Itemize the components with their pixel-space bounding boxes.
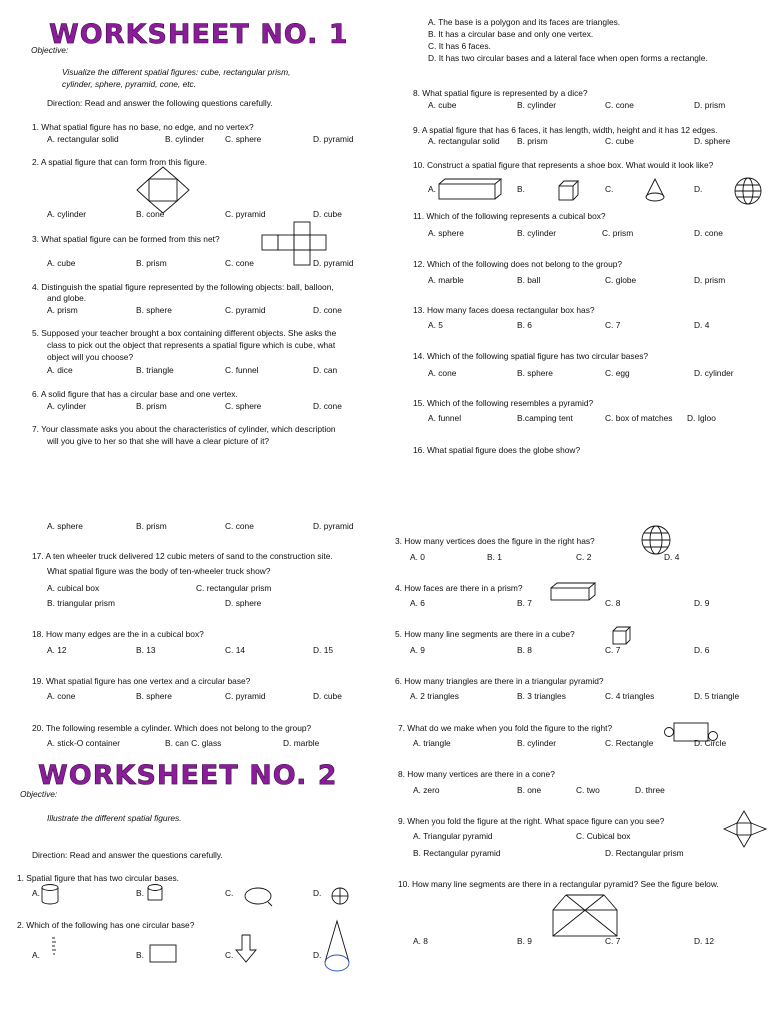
ws2-q7-option-a[interactable]: A. triangle	[413, 738, 451, 748]
q6-option-a[interactable]: A. cylinder	[47, 401, 87, 411]
ws2-q2-option-b[interactable]: B.	[136, 950, 144, 960]
cone-icon	[322, 920, 352, 974]
q11-option-a[interactable]: A. sphere	[428, 228, 464, 238]
ws2-question-4: 4. How faces are there in a prism?	[395, 583, 523, 593]
ws2-question-7: 7. What do we make when you fold the figure to the right?	[398, 723, 613, 733]
ws2-q7-option-c[interactable]: C. Rectangle	[605, 738, 654, 748]
q6-option-d[interactable]: D. cone	[313, 401, 342, 411]
q9-option-a[interactable]: A. rectangular solid	[428, 136, 500, 146]
rectangular-pyramid-icon	[552, 894, 622, 938]
ws2-question-5: 5. How many line segments are there in a cube?	[395, 629, 575, 639]
q15-option-b[interactable]: B.camping tent	[517, 413, 573, 423]
q5-option-c[interactable]: C. funnel	[225, 365, 259, 375]
q4-option-d[interactable]: D. cone	[313, 305, 342, 315]
q14-option-c[interactable]: C. egg	[605, 368, 630, 378]
ws2-q9-option-c[interactable]: C. Cubical box	[576, 831, 631, 841]
objective-text-line2: cylinder, sphere, pyramid, cone, etc.	[62, 79, 197, 89]
question-17-line1: 17. A ten wheeler truck delivered 12 cubic meters of sand to the construction site.	[32, 551, 333, 561]
worksheet-2-title: WORKSHEET NO. 2	[38, 760, 338, 791]
q15-option-c[interactable]: C. box of matches	[605, 413, 673, 423]
q20-option-a[interactable]: A. stick-O container	[47, 738, 121, 748]
q18-option-d[interactable]: D. 15	[313, 645, 334, 655]
q17-option-d[interactable]: D. sphere	[225, 598, 262, 608]
ws2-q1-option-c[interactable]: C.	[225, 888, 234, 898]
q8-option-a[interactable]: A. cube	[428, 100, 457, 110]
q2-option-d[interactable]: D. cube	[313, 209, 342, 219]
q3-option-c[interactable]: C. cone	[225, 258, 254, 268]
ws2-q1-option-b[interactable]: B.	[136, 888, 144, 898]
ws2-q2-option-c[interactable]: C.	[225, 950, 234, 960]
question-15: 15. Which of the following resembles a pyramid?	[413, 398, 594, 408]
q18-option-b[interactable]: B. 13	[136, 645, 156, 655]
ws2-q1-option-d[interactable]: D.	[313, 888, 322, 898]
ws2-question-2: 2. Which of the following has one circular base?	[17, 920, 195, 930]
q18-option-c[interactable]: C. 14	[225, 645, 246, 655]
ws2-q9-option-a[interactable]: A. Triangular pyramid	[413, 831, 493, 841]
q12-option-b[interactable]: B. ball	[517, 275, 541, 285]
q7-option-c[interactable]: C. It has 6 faces.	[428, 41, 491, 51]
ws2-q4-option-c[interactable]: C. 8	[605, 598, 621, 608]
cone-icon	[644, 178, 666, 204]
q12-option-c[interactable]: C. globe	[605, 275, 637, 285]
ws2-q6-option-d[interactable]: D. 5 triangle	[694, 691, 740, 701]
ws2-q3-option-b[interactable]: B. 1	[487, 552, 502, 562]
objective-label: Objective:	[31, 45, 69, 55]
q12-option-d[interactable]: D. prism	[694, 275, 726, 285]
ws2-q6-option-b[interactable]: B. 3 triangles	[517, 691, 566, 701]
q13-option-d[interactable]: D. 4	[694, 320, 710, 330]
q20-option-d[interactable]: D. marble	[283, 738, 320, 748]
ws2-question-10: 10. How many line segments are there in a rectangular pyramid? See the figure below.	[398, 879, 719, 889]
ws2-q9-option-b[interactable]: B. Rectangular pyramid	[413, 848, 501, 858]
ws2-question-6: 6. How many triangles are there in a triangular pyramid?	[395, 676, 604, 686]
q3-option-b[interactable]: B. prism	[136, 258, 167, 268]
q19-option-a[interactable]: A. cone	[47, 691, 76, 701]
q9-option-d[interactable]: D. sphere	[694, 136, 731, 146]
q13-option-a[interactable]: A. 5	[428, 320, 443, 330]
q17-option-a[interactable]: A. cubical box	[47, 583, 100, 593]
q5-option-d[interactable]: D. can	[313, 365, 338, 375]
q10-option-b[interactable]: B.	[517, 184, 525, 194]
ws2-q6-option-c[interactable]: C. 4 triangles	[605, 691, 655, 701]
q9-option-b[interactable]: B. prism	[517, 136, 548, 146]
question-4-line1: 4. Distinguish the spatial figure represented by the following objects: ball, balloon,	[32, 282, 334, 292]
q7-option-a[interactable]: A. The base is a polygon and its faces are triangles.	[428, 17, 621, 27]
ws2-q7-option-d[interactable]: D. Circle	[694, 738, 727, 748]
ws2-q3-option-d[interactable]: D. 4	[664, 552, 680, 562]
worksheet-1-title: WORKSHEET NO. 1	[49, 19, 349, 50]
q8-option-b[interactable]: B. cylinder	[517, 100, 557, 110]
q10-option-a[interactable]: A.	[428, 184, 436, 194]
q19-option-c[interactable]: C. pyramid	[225, 691, 266, 701]
q14-option-d[interactable]: D. cylinder	[694, 368, 734, 378]
q7-option-d[interactable]: D. It has two circular bases and a lateral face when open forms a rectangle.	[428, 53, 708, 63]
q18-option-a[interactable]: A. 12	[47, 645, 67, 655]
ws2-q4-option-d[interactable]: D. 9	[694, 598, 710, 608]
ws2-q9-option-d[interactable]: D. Rectangular prism	[605, 848, 684, 858]
ws2-q4-option-b[interactable]: B. 7	[517, 598, 532, 608]
objective-text-line1: Visualize the different spatial figures: cube, rectangular prism,	[62, 67, 291, 77]
q10-option-d[interactable]: D.	[694, 184, 703, 194]
ws2-q5-option-a[interactable]: A. 9	[410, 645, 425, 655]
q7-option-b[interactable]: B. It has a circular base and only one vertex.	[428, 29, 594, 39]
ws2-q6-option-a[interactable]: A. 2 triangles	[410, 691, 459, 701]
ws2-question-1: 1. Spatial figure that has two circular bases.	[17, 873, 179, 883]
question-13: 13. How many faces doesa rectangular box has?	[413, 305, 595, 315]
q4-option-b[interactable]: B. sphere	[136, 305, 172, 315]
q10-option-c[interactable]: C.	[605, 184, 614, 194]
cylinder-icon	[41, 884, 59, 906]
ws2-q5-option-b[interactable]: B. 8	[517, 645, 532, 655]
q11-option-d[interactable]: D. cone	[694, 228, 723, 238]
q16-option-a[interactable]: A. sphere	[47, 521, 83, 531]
q19-option-b[interactable]: B. sphere	[136, 691, 172, 701]
q2-option-a[interactable]: A. cylinder	[47, 209, 87, 219]
ws2-q10-option-a[interactable]: A. 8	[413, 936, 428, 946]
q14-option-a[interactable]: A. cone	[428, 368, 457, 378]
ws2-question-8: 8. How many vertices are there in a cone?	[398, 769, 555, 779]
q17-option-c[interactable]: C. rectangular prism	[196, 583, 272, 593]
ws2-q4-option-a[interactable]: A. 6	[410, 598, 425, 608]
q1-option-a[interactable]: A. rectangular solid	[47, 134, 119, 144]
ws2-question-9: 9. When you fold the figure at the right. What space figure can you see?	[398, 816, 665, 826]
cube-icon	[612, 626, 632, 646]
ws2-q10-option-d[interactable]: D. 12	[694, 936, 715, 946]
question-5-line3: object will you choose?	[47, 352, 134, 362]
question-5-line1: 5. Supposed your teacher brought a box containing different objects. She asks the	[32, 328, 337, 338]
q14-option-b[interactable]: B. sphere	[517, 368, 553, 378]
q16-option-b[interactable]: B. prism	[136, 521, 167, 531]
oval-icon	[244, 886, 274, 906]
question-3: 3. What spatial figure can be formed from this net?	[32, 234, 220, 244]
ws2-q10-option-c[interactable]: C. 7	[605, 936, 621, 946]
ws2-q2-option-d[interactable]: D.	[313, 950, 322, 960]
small-stacked-figure-icon	[49, 936, 59, 958]
q9-option-c[interactable]: C. cube	[605, 136, 634, 146]
question-5-line2: class to pick out the object that represents a spatial figure which is cube, what	[47, 340, 336, 350]
question-10: 10. Construct a spatial figure that represents a shoe box. What would it look like?	[413, 160, 714, 170]
ws2-q8-option-d[interactable]: D. three	[635, 785, 665, 795]
rectangle-icon	[149, 944, 177, 964]
q1-option-c[interactable]: C. sphere	[225, 134, 262, 144]
q16-option-d[interactable]: D. pyramid	[313, 521, 354, 531]
question-6: 6. A solid figure that has a circular base and one vertex.	[32, 389, 238, 399]
q1-option-b[interactable]: B. cylinder	[165, 134, 205, 144]
globe-icon	[734, 177, 762, 205]
question-1: 1. What spatial figure has no base, no edge, and no vertex?	[32, 122, 254, 132]
q13-option-c[interactable]: C. 7	[605, 320, 621, 330]
q4-option-a[interactable]: A. prism	[47, 305, 78, 315]
question-16: 16. What spatial figure does the globe show?	[413, 445, 581, 455]
ws2-q1-option-a[interactable]: A.	[32, 888, 40, 898]
question-4-line2: and globe.	[47, 293, 87, 303]
q11-option-c[interactable]: C. prism	[602, 228, 634, 238]
q13-option-b[interactable]: B. 6	[517, 320, 532, 330]
q17-option-b[interactable]: B. triangular prism	[47, 598, 115, 608]
ws2-q3-option-a[interactable]: A. 0	[410, 552, 425, 562]
ws2-q8-option-a[interactable]: A. zero	[413, 785, 440, 795]
q2-option-b[interactable]: B. cone	[136, 209, 165, 219]
question-12: 12. Which of the following does not belong to the group?	[413, 259, 623, 269]
question-9: 9. A spatial figure that has 6 faces, it has length, width, height and it has 12 edges.	[413, 125, 718, 135]
q6-option-b[interactable]: B. prism	[136, 401, 167, 411]
question-8: 8. What spatial figure is represented by a dice?	[413, 88, 588, 98]
question-17-line2: What spatial figure was the body of ten-wheeler truck show?	[47, 566, 271, 576]
q6-option-c[interactable]: C. sphere	[225, 401, 262, 411]
q15-option-d[interactable]: D. Igloo	[687, 413, 716, 423]
cylinder-icon	[146, 884, 164, 906]
direction-text: Direction: Read and answer the following questions carefully.	[47, 98, 273, 108]
q3-option-d[interactable]: D. pyramid	[313, 258, 354, 268]
ws2-q10-option-b[interactable]: B. 9	[517, 936, 532, 946]
q8-option-c[interactable]: C. cone	[605, 100, 634, 110]
q11-option-b[interactable]: B. cylinder	[517, 228, 557, 238]
question-11: 11. Which of the following represents a cubical box?	[413, 211, 606, 221]
square-with-triangles-net-icon	[722, 810, 768, 850]
ws2-q7-option-b[interactable]: B. cylinder	[517, 738, 557, 748]
q4-option-c[interactable]: C. pyramid	[225, 305, 266, 315]
question-14: 14. Which of the following spatial figure has two circular bases?	[413, 351, 649, 361]
ws2-q5-option-d[interactable]: D. 6	[694, 645, 710, 655]
question-2: 2. A spatial figure that can form from this figure.	[32, 157, 208, 167]
q5-option-a[interactable]: A. dice	[47, 365, 73, 375]
q16-option-c[interactable]: C. cone	[225, 521, 254, 531]
question-19: 19. What spatial figure has one vertex and a circular base?	[32, 676, 251, 686]
ws2-q5-option-c[interactable]: C. 7	[605, 645, 621, 655]
q19-option-d[interactable]: D. cube	[313, 691, 342, 701]
ws2-objective-text: Illustrate the different spatial figures.	[47, 813, 182, 823]
rectangular-prism-icon	[438, 178, 502, 202]
ws2-direction-text: Direction: Read and answer the questions carefully.	[32, 850, 223, 860]
ws2-q8-option-c[interactable]: C. two	[576, 785, 600, 795]
ws2-question-3: 3. How many vertices does the figure in the right has?	[395, 536, 595, 546]
question-7-line2: will you give to her so that she will have a clear picture of it?	[47, 436, 270, 446]
cube-icon	[558, 180, 580, 202]
ws2-q2-option-a[interactable]: A.	[32, 950, 40, 960]
q2-option-c[interactable]: C. pyramid	[225, 209, 266, 219]
ws2-objective-label: Objective:	[20, 789, 58, 799]
q15-option-a[interactable]: A. funnel	[428, 413, 462, 423]
arrow-down-icon	[234, 934, 258, 964]
q3-option-a[interactable]: A. cube	[47, 258, 76, 268]
q5-option-b[interactable]: B. triangle	[136, 365, 174, 375]
sphere-icon	[330, 886, 352, 908]
q1-option-d[interactable]: D. pyramid	[313, 134, 354, 144]
ws2-q3-option-c[interactable]: C. 2	[576, 552, 592, 562]
q12-option-a[interactable]: A. marble	[428, 275, 464, 285]
q8-option-d[interactable]: D. prism	[694, 100, 726, 110]
q20-option-b-c[interactable]: B. can C. glass	[165, 738, 222, 748]
rectangular-prism-icon	[550, 582, 596, 602]
question-7-line1: 7. Your classmate asks you about the characteristics of cylinder, which description	[32, 424, 336, 434]
question-18: 18. How many edges are the in a cubical box?	[32, 629, 204, 639]
ws2-q8-option-b[interactable]: B. one	[517, 785, 542, 795]
question-20: 20. The following resemble a cylinder. Which does not belong to the group?	[32, 723, 312, 733]
